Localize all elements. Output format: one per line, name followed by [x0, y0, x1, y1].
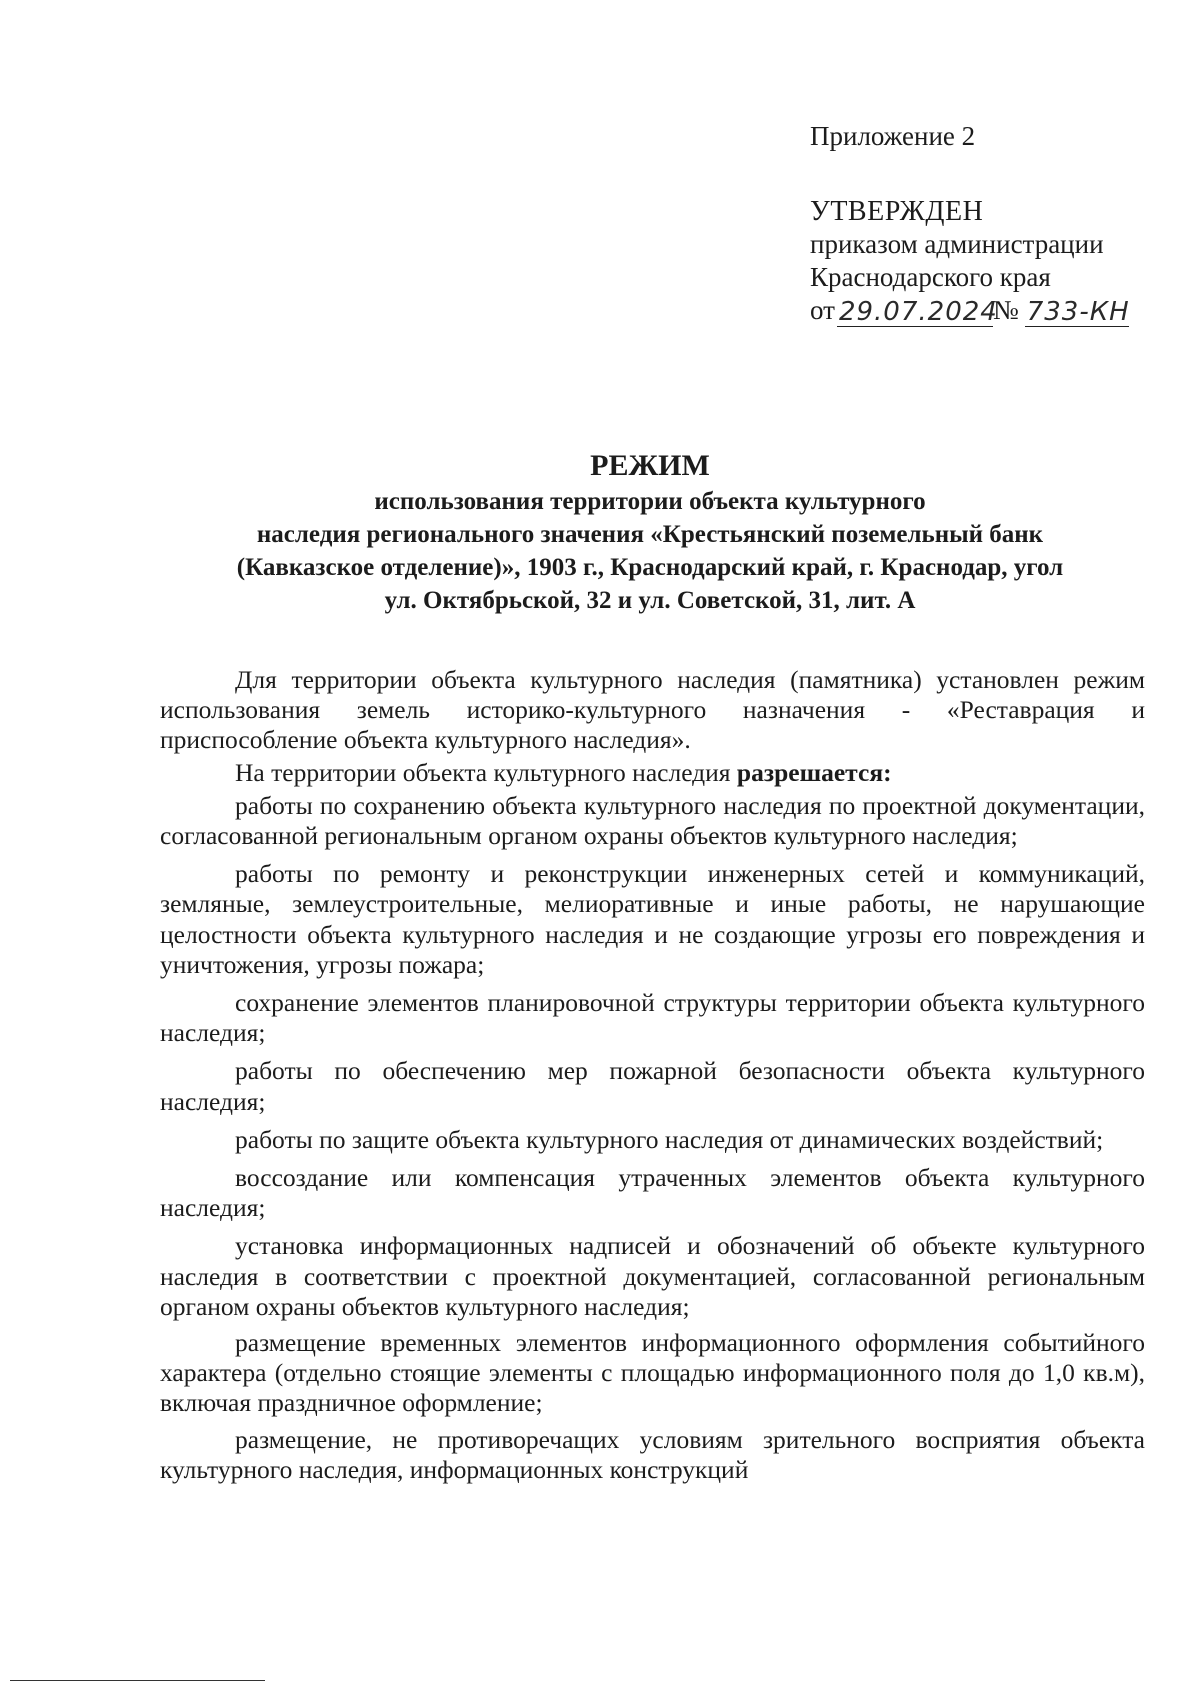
- permitted-item: работы по защите объекта культурного наследия от динамических воздействий;: [235, 1124, 1104, 1154]
- document-subtitle-line: использования территории объекта культурного: [374, 488, 926, 515]
- handwritten-order-date: 29.07.2024: [838, 297, 998, 327]
- permitted-item: размещение временных элементов информационного оформления событийного характера (отдельно стоящие элементы с площадью информационного поля до 1,0 кв.м), включая праздничное оформление;: [160, 1328, 1145, 1418]
- approval-authority-line1: приказом администрации: [810, 229, 1104, 259]
- permitted-item: работы по сохранению объекта культурного наследия по проектной документации, согласованной региональным органом охраны объектов культурного наследия;: [160, 790, 1145, 851]
- appendix-label: Приложение 2: [810, 121, 976, 151]
- order-date-number-line: [810, 294, 1170, 327]
- intro-paragraph: Для территории объекта культурного наследия (памятника) установлен режим использования земель историко-культурного назначения - «Реставрация и приспособление объекта культурного наследия».: [160, 665, 1145, 755]
- permitted-prefix: На территории объекта культурного наследия: [235, 757, 731, 787]
- document-title: РЕЖИМ: [590, 449, 710, 482]
- document-subtitle-line: (Кавказское отделение)», 1903 г., Краснодарский край, г. Краснодар, угол: [236, 554, 1064, 581]
- approved-label: УТВЕРЖДЕН: [810, 196, 984, 227]
- permitted-item: установка информационных надписей и обозначений об объекте культурного наследия в соответствии с проектной документацией, согласованной региональным органом охраны объектов культурного наследия;: [160, 1231, 1145, 1321]
- permitted-item: работы по ремонту и реконструкции инженерных сетей и коммуникаций, земляные, землеустроительные, мелиоративные и иные работы, не нарушающие целостности объекта культурного наследия и не создающие угрозы его повреждения и уничтожения, угрозы пожара;: [160, 859, 1145, 979]
- approval-block: [810, 120, 1170, 327]
- date-prefix: от: [810, 295, 835, 325]
- number-prefix: №: [992, 295, 1019, 325]
- permitted-heading: [160, 758, 1145, 788]
- permitted-item: размещение, не противоречащих условиям зрительного восприятия объекта культурного наследия, информационных конструкций: [160, 1424, 1145, 1484]
- document-subtitle-line: ул. Октябрьской, 32 и ул. Советской, 31, лит. А: [384, 587, 916, 614]
- permitted-item: сохранение элементов планировочной структуры территории объекта культурного наследия;: [160, 988, 1145, 1048]
- document-heading: [150, 448, 1150, 616]
- document-body: [160, 665, 1145, 1493]
- approval-authority-line2: Краснодарского края: [810, 262, 1051, 292]
- permitted-item: работы по обеспечению мер пожарной безопасности объекта культурного наследия;: [160, 1056, 1145, 1116]
- permitted-item: воссоздание или компенсация утраченных элементов объекта культурного наследия;: [160, 1163, 1145, 1223]
- handwritten-order-number: 733-КН: [1026, 297, 1130, 327]
- document-subtitle-line: наследия регионального значения «Крестьянский поземельный банк: [256, 521, 1044, 548]
- permitted-keyword: разрешается:: [736, 757, 892, 787]
- footnote-separator: [10, 1680, 265, 1681]
